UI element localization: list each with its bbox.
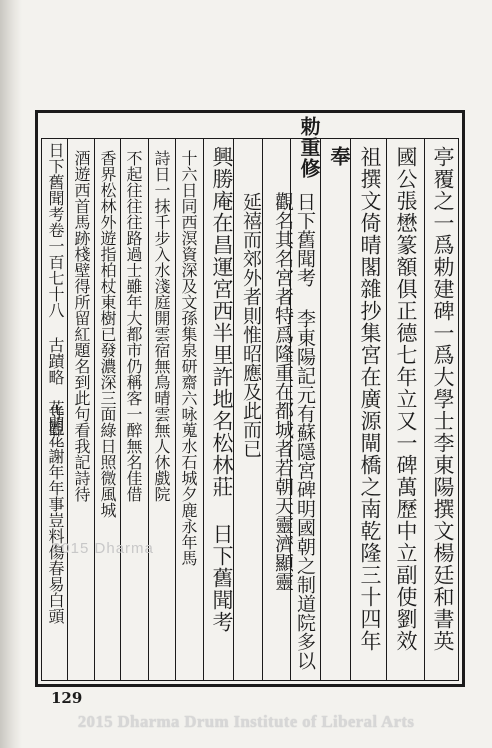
- text-column-8: 興勝庵在昌運宮西半里許地名松林莊 日下舊聞考: [210, 146, 234, 633]
- text-column-12: 香界松林外遊指柏杖東樹已發濃深三面綠日照微風城: [98, 150, 117, 518]
- text-column-1: 亭覆之一爲勅建碑一爲大學士李東陽撰文楊廷和書英: [431, 146, 455, 652]
- watermark-small: 2015 Dharma: [52, 540, 154, 557]
- text-column-4: 奉: [327, 146, 351, 167]
- text-column-14: 花開花謝年年事豈料傷春易白頭: [46, 400, 65, 624]
- page-number: 129: [51, 689, 83, 707]
- text-column-5: 勅重修: [297, 116, 321, 179]
- running-header: 日下舊聞考卷一百七十八 古蹟略 寺觀一: [46, 142, 65, 452]
- text-column-10: 詩日一抹千步入水淺庭開雲宿無鳥晴雲無人休戲院: [152, 150, 171, 502]
- text-column-6: 日下舊聞考 李東陽記元有蘇隱宮碑明國朝之制道院多以觀名其名宮者特爲隆重在都城者若朝天靈濟顯靈: [272, 192, 316, 670]
- text-column-9: 十六日同西溟資深及文孫集泉研齋六咏蒐水石城夕鹿永年馬: [179, 150, 198, 566]
- text-column-11: 不起往往往路過士雖年大都市仍稱客一醉無名佳借: [124, 150, 143, 502]
- text-column-3: 祖撰文倚晴閣雜抄集宮在廣源閘橋之南乾隆三十四年: [358, 146, 382, 652]
- text-column-2: 國公張懋篆額俱正德七年立又一碑萬歷中立副使劉效: [394, 146, 418, 652]
- text-column-13: 酒遊西首馬跡棧壁得所留紅題名到此句看我記詩待: [72, 150, 91, 502]
- footer-watermark: 2015 Dharma Drum Institute of Liberal Arts: [77, 712, 415, 731]
- page-binding-edge: [0, 0, 22, 748]
- text-column-7: 延禧而郊外者則惟昭應及此而已: [240, 192, 262, 458]
